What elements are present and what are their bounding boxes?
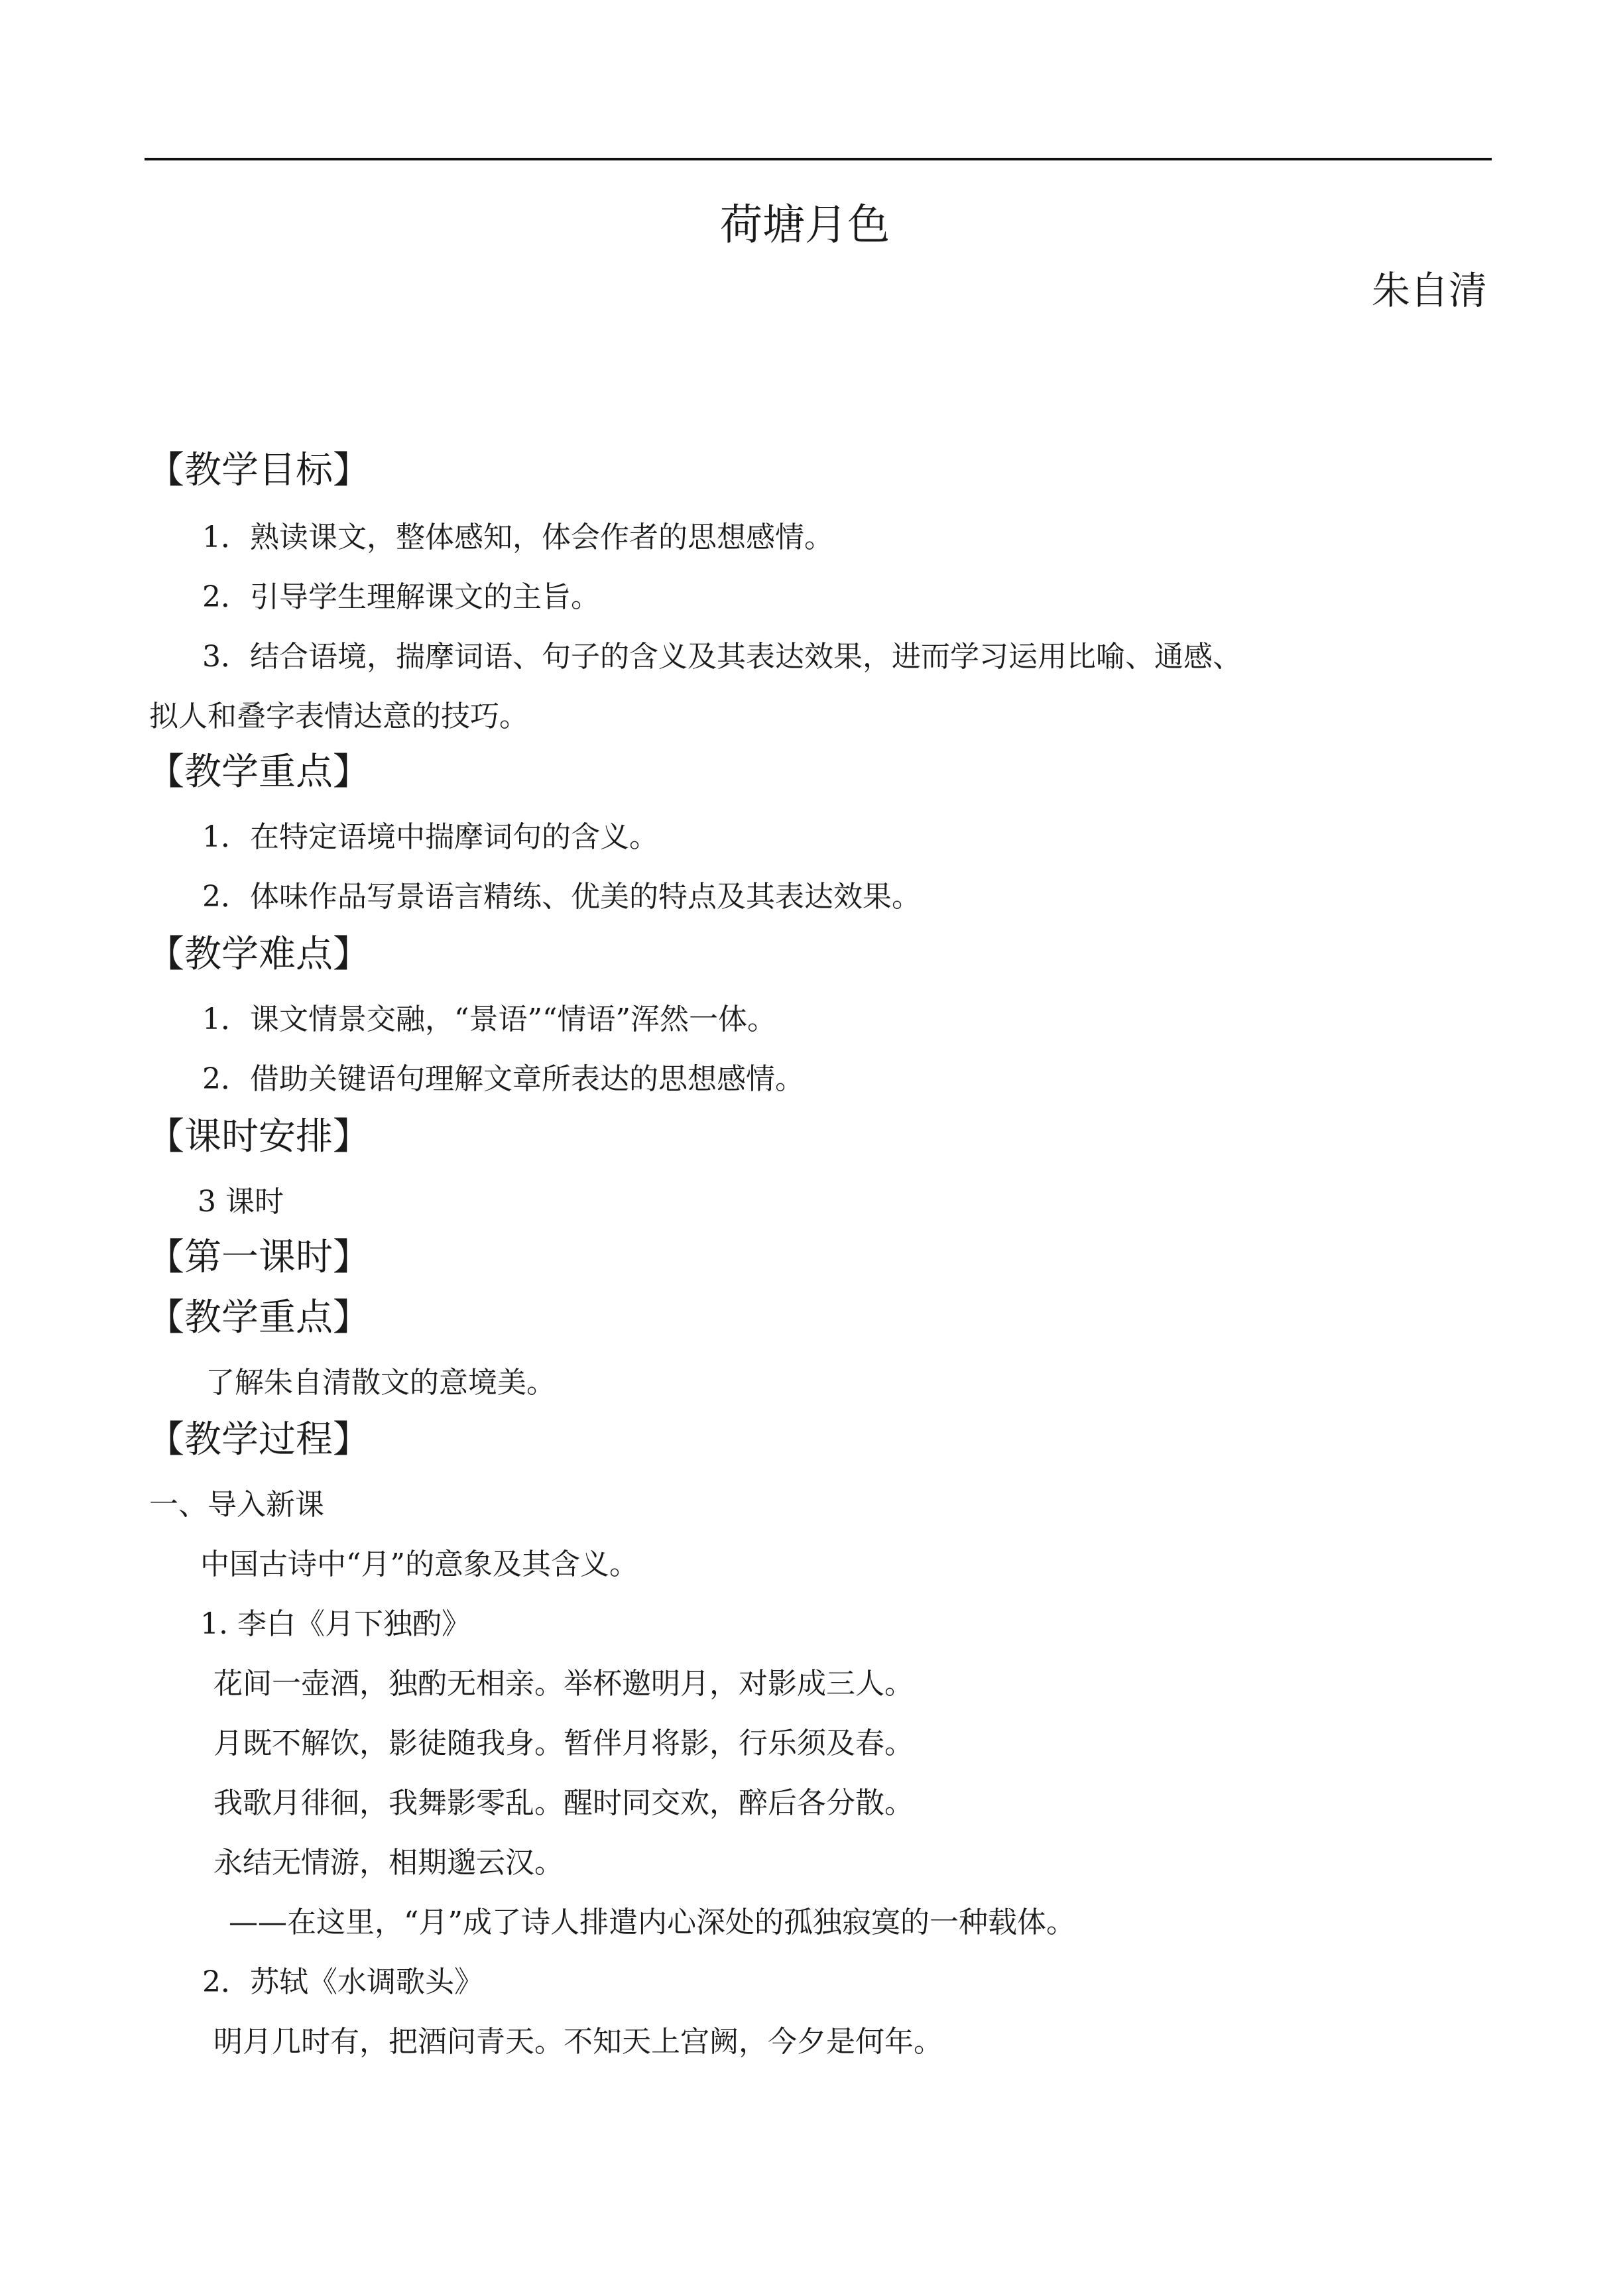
poem-commentary: ——在这里，“月”成了诗人排遣内心深处的孤独寂寞的一种载体。 (229, 1905, 1075, 1939)
process-step-title: 一、导入新课 (149, 1488, 324, 1522)
difficulty-item: 2．借助关键语句理解文章所表达的思想感情。 (202, 1062, 804, 1096)
section-heading-process: 【教学过程】 (147, 1418, 370, 1461)
document-author: 朱自清 (1371, 268, 1487, 313)
keypoint-item: 2．体味作品写景语言精练、优美的特点及其表达效果。 (202, 880, 921, 914)
keypoint-item: 1．在特定语境中揣摩词句的含义。 (202, 820, 658, 854)
poem-line: 我歌月徘徊，我舞影零乱。醒时同交欢，醉后各分散。 (213, 1786, 914, 1820)
poem-line: 月既不解饮，影徒随我身。暂伴月将影，行乐须及春。 (213, 1726, 914, 1760)
poem-line: 永结无情游，相期邈云汉。 (213, 1846, 564, 1880)
objective-item: 3．结合语境，揣摩词语、句子的含义及其表达效果，进而学习运用比喻、通感、 (202, 640, 1242, 674)
header-rule (145, 158, 1492, 160)
section-heading-keypoints: 【教学重点】 (147, 751, 370, 794)
poem-title: 2．苏轼《水调歌头》 (202, 1965, 483, 1999)
schedule-text: 3 课时 (198, 1185, 284, 1219)
intro-text: 中国古诗中“月”的意象及其含义。 (200, 1547, 638, 1581)
section-heading-lesson1: 【第一课时】 (147, 1236, 370, 1279)
objective-item: 1．熟读课文，整体感知，体会作者的思想感情。 (202, 520, 833, 554)
section-heading-difficulties: 【教学难点】 (147, 933, 370, 976)
poem-title: 1. 李白《月下独酌》 (200, 1607, 471, 1641)
poem-line: 明月几时有，把酒问青天。不知天上宫阙，今夕是何年。 (213, 2025, 943, 2059)
lesson1-keypoint: 了解朱自清散文的意境美。 (206, 1366, 556, 1400)
difficulty-item: 1．课文情景交融，“景语”“情语”浑然一体。 (202, 1002, 776, 1036)
objective-item: 2．引导学生理解课文的主旨。 (202, 580, 600, 614)
section-heading-objectives: 【教学目标】 (147, 449, 370, 492)
objective-item-continued: 拟人和叠字表情达意的技巧。 (149, 699, 528, 733)
section-heading-schedule: 【课时安排】 (147, 1115, 370, 1158)
poem-line: 花间一壶酒，独酌无相亲。举杯邀明月，对影成三人。 (213, 1667, 914, 1701)
section-heading-keypoints-lesson1: 【教学重点】 (147, 1296, 370, 1339)
document-title: 荷塘月色 (720, 201, 890, 250)
